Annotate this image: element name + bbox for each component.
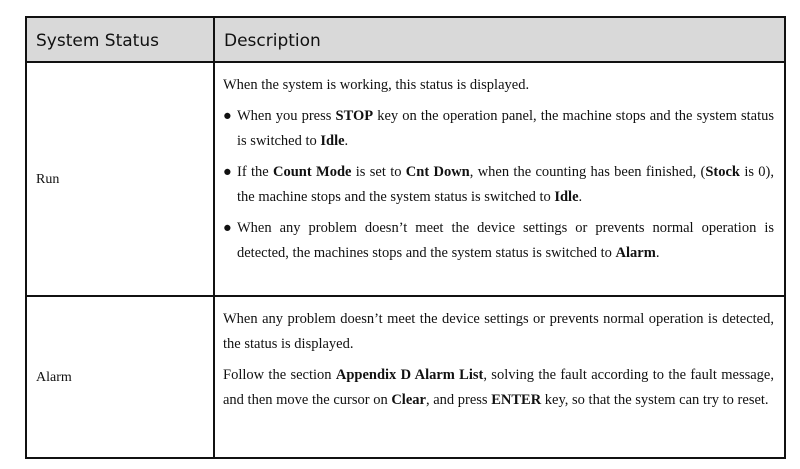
- bullet-icon: ●: [223, 164, 232, 180]
- header-description: Description: [224, 31, 321, 51]
- system-status-table: [25, 16, 786, 459]
- run-bullet-2: ● If the Count Mode is set to Cnt Down, when the counting has been finished, (Stock is 0), the machine stops and the system status is switched to Idle.: [223, 160, 774, 210]
- bullet-icon: ●: [223, 108, 232, 124]
- row-divider: [27, 295, 784, 297]
- table-header: [27, 18, 784, 63]
- alarm-para-2: Follow the section Appendix D Alarm List, solving the fault according to the fault message, and then move the cursor on Clear, and press ENTER key, so that the system can try to reset.: [223, 367, 774, 408]
- header-system-status: System Status: [36, 31, 159, 51]
- description-run: [223, 73, 774, 272]
- column-divider: [213, 18, 215, 457]
- run-bullet-1: ● When you press STOP key on the operation panel, the machine stops and the system status is switched to Idle.: [223, 104, 774, 154]
- status-run: Run: [36, 172, 60, 187]
- bullet-icon: ●: [223, 220, 232, 236]
- status-alarm: Alarm: [36, 370, 72, 385]
- run-bullet-3: ● When any problem doesn’t meet the device settings or prevents normal operation is detected, the machines stops and the system status is switched to Alarm.: [223, 216, 774, 266]
- alarm-para-1: When any problem doesn’t meet the device settings or prevents normal operation is detected, the status is displayed.: [223, 311, 774, 352]
- description-alarm: [223, 307, 774, 419]
- run-intro: When the system is working, this status is displayed.: [223, 77, 530, 93]
